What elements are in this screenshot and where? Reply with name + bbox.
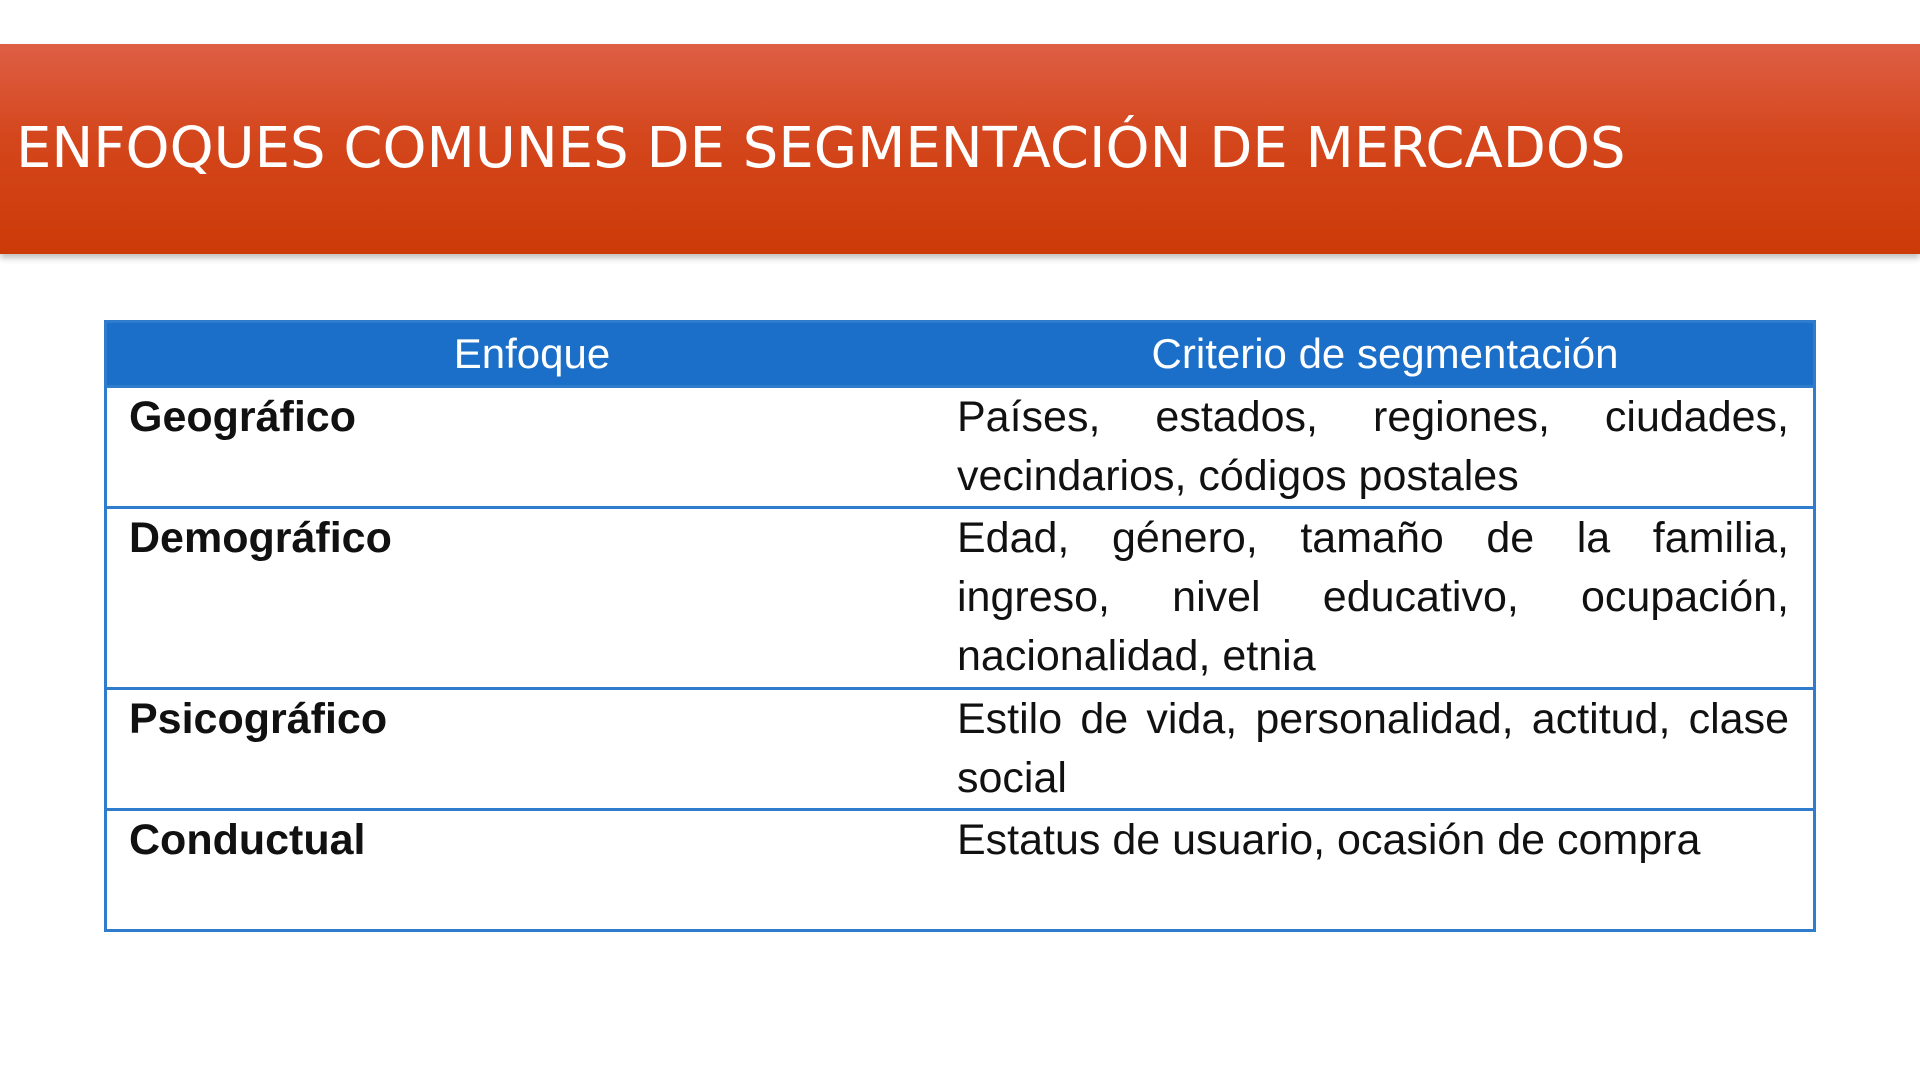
- criteria-cell: Países, estados, regiones, ciudades, vecindarios, códigos postales: [957, 387, 1815, 508]
- table-row: [106, 810, 1815, 931]
- approach-cell: Psicográfico: [106, 689, 958, 810]
- approach-cell: Conductual: [106, 810, 958, 931]
- criteria-cell: Edad, género, tamaño de la familia, ingreso, nivel educativo, ocupación, nacionalidad, etnia: [957, 508, 1815, 689]
- table-row: [106, 689, 1815, 810]
- header-approach: Enfoque: [106, 322, 958, 387]
- segmentation-table: [104, 320, 1816, 932]
- approach-cell: Geográfico: [106, 387, 958, 508]
- segmentation-table-container: [104, 320, 1816, 932]
- criteria-cell: Estilo de vida, personalidad, actitud, clase social: [957, 689, 1815, 810]
- approach-cell: Demográfico: [106, 508, 958, 689]
- table-header-row: [106, 322, 1815, 387]
- title-banner: [0, 44, 1920, 254]
- criteria-cell: Estatus de usuario, ocasión de compra: [957, 810, 1815, 931]
- table-row: [106, 508, 1815, 689]
- header-criteria: Criterio de segmentación: [957, 322, 1815, 387]
- table-row: [106, 387, 1815, 508]
- slide-title: ENFOQUES COMUNES DE SEGMENTACIÓN DE MERCADOS: [16, 115, 1626, 181]
